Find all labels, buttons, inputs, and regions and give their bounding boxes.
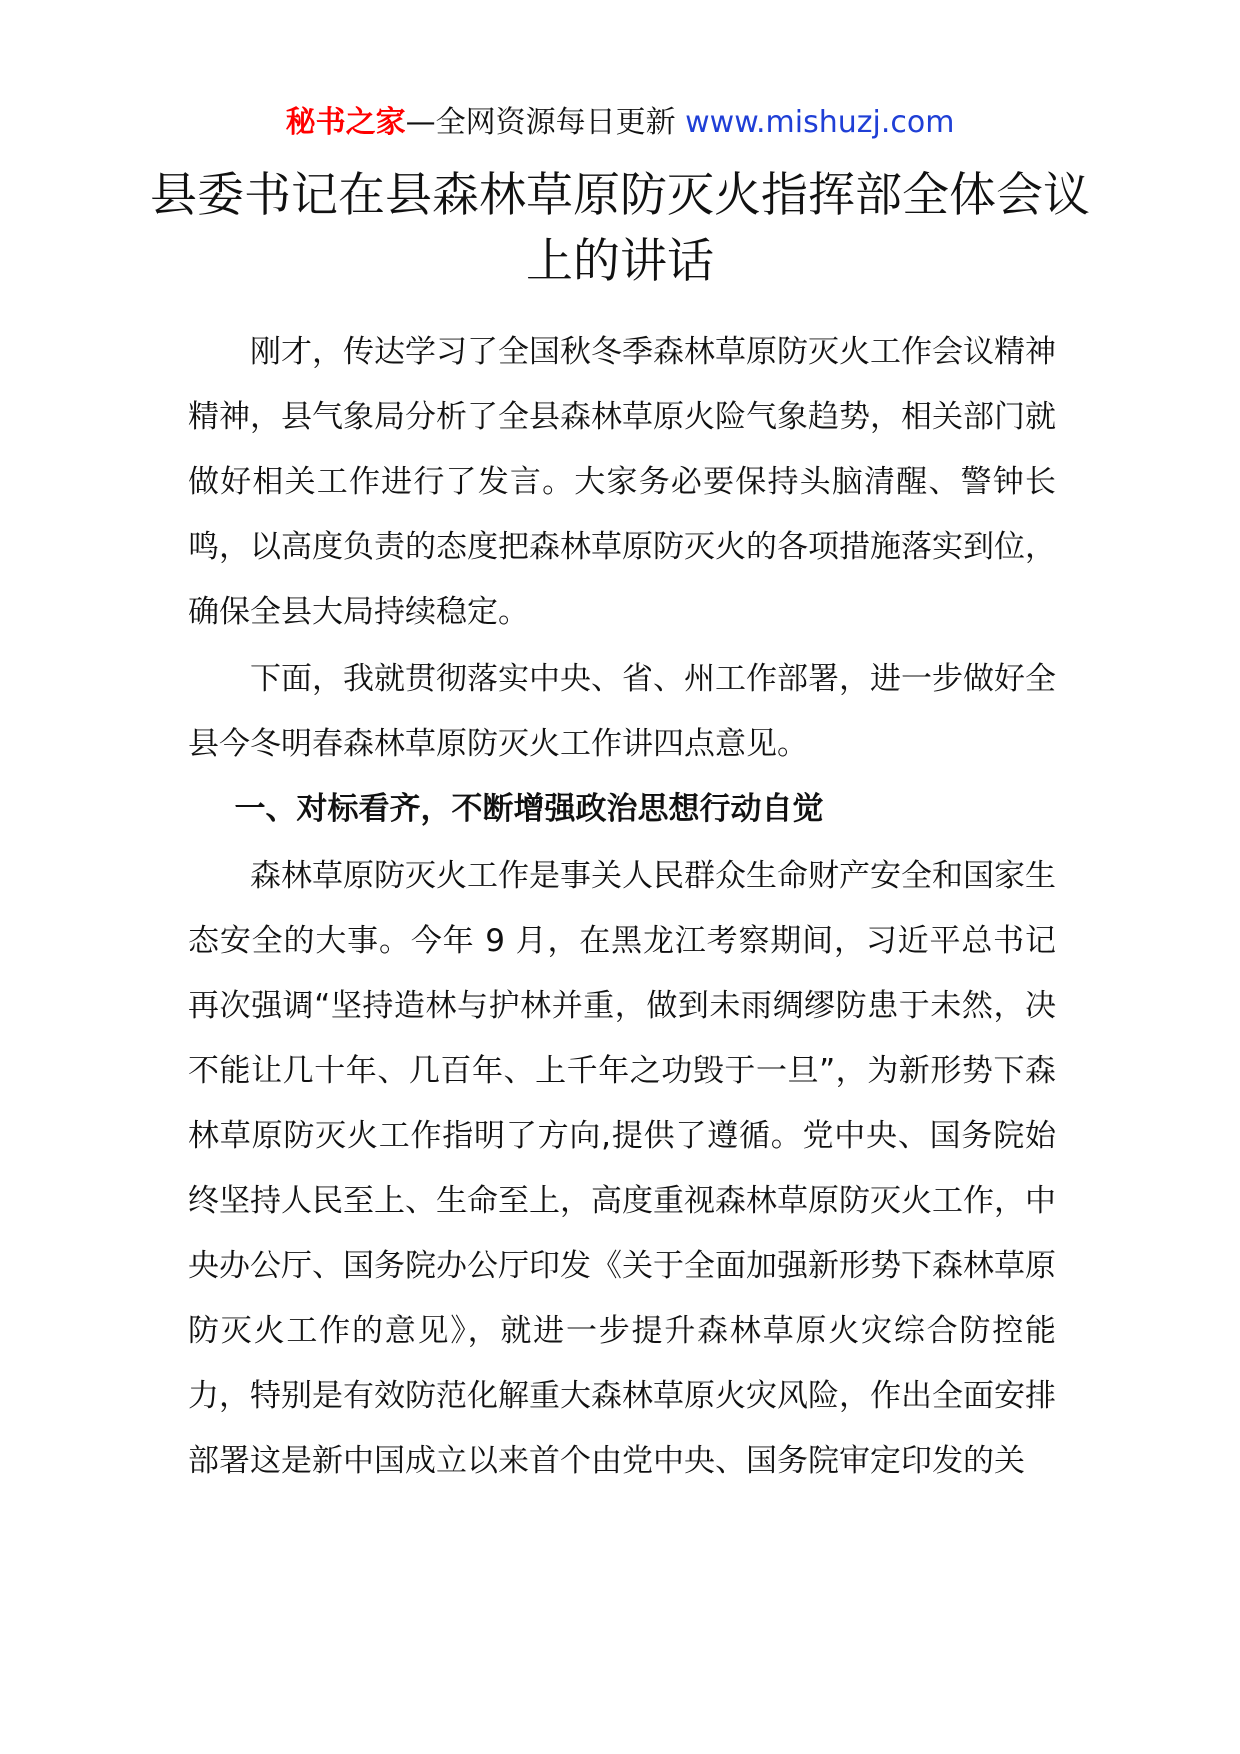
- site-banner: [0, 103, 1240, 143]
- site-url: www.mishuzj.com: [685, 105, 955, 140]
- document-title: 县委书记在县森林草原防灭火指挥部全体会议上的讲话: [150, 168, 1090, 289]
- outline-paragraph: 下面，我就贯彻落实中央、省、州工作部署，进一步做好全县今冬明春森林草原防灭火工作讲四点意见。: [188, 661, 1056, 762]
- banner-tagline: —全网资源每日更新: [405, 105, 676, 140]
- intro-paragraph: 刚才，传达学习了全国秋冬季森林草原防灭火工作会议精神精神，县气象局分析了全县森林草原火险气象趋势，相关部门就做好相关工作进行了发言。大家务必要保持头脑清醒、警钟长鸣，以高度负责的态度把森林草原防灭火的各项措施落实到位，确保全县大局持续稳定。: [188, 334, 1056, 630]
- document-body: [188, 320, 1056, 1494]
- brand-name: 秘书之家: [285, 105, 406, 140]
- section-1-heading: 一、对标看齐，不断增强政治思想行动自觉: [234, 791, 824, 827]
- section-1-paragraph: 森林草原防灭火工作是事关人民群众生命财产安全和国家生态安全的大事。今年 9 月，在黑龙江考察期间，习近平总书记再次强调“坚持造林与护林并重，做到未雨绸缪防患于未然，决不能让几十年、几百年、上千年之功毁于一旦”，为新形势下森林草原防灭火工作指明了方向,提供了遵循。党中央、国务院始终坚持人民至上、生命至上，高度重视森林草原防灭火工作，中央办公厅、国务院办公厅印发《关于全面加强新形势下森林草原防灭火工作的意见》，就进一步提升森林草原火灾综合防控能力，特别是有效防范化解重大森林草原火灾风险，作出全面安排部署这是新中国成立以来首个由党中央、国务院审定印发的关: [188, 858, 1056, 1479]
